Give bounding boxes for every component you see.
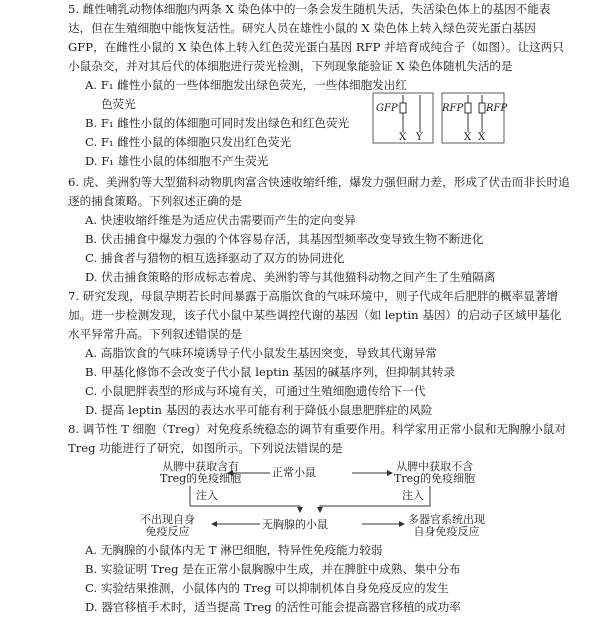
q8-option-c: C. 实验结果推测，小鼠体内的 Treg 可以抑制机体自身免疫反应的发生 bbox=[85, 581, 449, 595]
inject-left-label: 注入 bbox=[196, 489, 218, 502]
x-label: X bbox=[478, 132, 486, 143]
gfp-label: GFP bbox=[376, 103, 398, 114]
right-source-node bbox=[394, 461, 475, 484]
left-source-text: 从脾中获取含有 Treg的免疫细胞 bbox=[160, 460, 242, 485]
normal-mouse-node: 正常小鼠 bbox=[272, 466, 316, 479]
q7-option-b: B. 甲基化修饰不会改变子代小鼠 leptin 基因的碱基序列，但抑制其转录 bbox=[85, 365, 456, 379]
q8-stem-line: 8. 调节性 T 细胞（Treg）对免疫系统稳态的调节有重要作用。科学家用正常小鼠和无胸腺小鼠对 bbox=[68, 422, 566, 436]
q5-option-d: D. F₁ 雄性小鼠的体细胞不产生荧光 bbox=[85, 154, 269, 168]
q7-stem-line: 加。进一步检测发现，该子代小鼠中某些调控代谢的基因（如 leptin 基因）的启动子区域甲基化 bbox=[68, 308, 562, 322]
q6-option-b: B. 伏击捕食中爆发力强的个体容易存活，其基因型频率改变导致生物不断进化 bbox=[85, 232, 484, 246]
q7-stem-line: 7. 研究发现，母鼠孕期若长时间暴露于高脂饮食的气味环境中，则子代成年后肥胖的概率显著增 bbox=[68, 289, 559, 303]
q5-stem-line: 小鼠杂交，并对其后代的体细胞进行荧光检测，下列现象能验证 X 染色体随机失活的是 bbox=[68, 59, 513, 73]
right-outcome-node bbox=[408, 514, 485, 537]
q5-option-a-cont: 色荧光 bbox=[101, 97, 136, 111]
q6-stem-line: 逐的捕食策略。下列叙述正确的是 bbox=[68, 194, 242, 208]
y-label: Y bbox=[416, 132, 423, 143]
q8-stem-line: Treg 功能进行了研究，如图所示。下列说法错误的是 bbox=[68, 441, 343, 455]
q5-option-b: B. F₁ 雌性小鼠的体细胞可同时发出绿色和红色荧光 bbox=[85, 116, 350, 130]
chromosome-figure bbox=[372, 92, 506, 148]
q8-option-b: B. 实验证明 Treg 是在正常小鼠胸腺中生成，并在脾脏中成熟、集中分布 bbox=[85, 562, 461, 576]
left-source-node bbox=[160, 461, 241, 484]
inject-right-label: 注入 bbox=[402, 489, 424, 502]
rfp-gene-mark bbox=[479, 103, 485, 113]
q5-option-c: C. F₁ 雌性小鼠的体细胞只发出红色荧光 bbox=[85, 135, 292, 149]
arrow-left-inject bbox=[190, 506, 300, 512]
q6-option-d: D. 伏击捕食策略的形成标志着虎、美洲豹等与其他猫科动物之间产生了生殖隔离 bbox=[85, 270, 496, 284]
rfp-label: RFP bbox=[442, 103, 464, 114]
q6-option-a: A. 快速收缩纤维是为适应伏击需要而产生的定向变异 bbox=[85, 213, 356, 227]
right-source-text: 从脾中获取不含 Treg的免疫细胞 bbox=[394, 460, 476, 485]
q7-stem-line: 水平异常升高。下列叙述错误的是 bbox=[68, 327, 242, 341]
rfp-label: RFP bbox=[486, 103, 508, 114]
q5-stem-line: 达，但在生殖细胞中能恢复活性。研究人员在雄性小鼠的 X 染色体上转入绿色荧光蛋白基因 bbox=[68, 21, 536, 35]
q8-option-a: A. 无胸腺的小鼠体内无 T 淋巴细胞，特异性免疫能力较弱 bbox=[85, 543, 383, 557]
rfp-gene-mark bbox=[465, 103, 471, 113]
q5-stem-line: 5. 雌性哺乳动物体细胞内两条 X 染色体中的一条会发生随机失活，失活染色体上的基因不能表 bbox=[68, 2, 551, 16]
q7-option-c: C. 小鼠肥胖表型的形成与环境有关，可通过生殖细胞遗传给下一代 bbox=[85, 384, 426, 398]
athymic-mouse-node: 无胸腺的小鼠 bbox=[262, 518, 328, 531]
left-outcome-text: 不出现自身 免疫反应 bbox=[140, 513, 195, 538]
q6-option-c: C. 捕食者与猎物的相互选择驱动了双方的协同进化 bbox=[85, 251, 345, 265]
x-label: X bbox=[464, 132, 472, 143]
x-label: X bbox=[399, 132, 407, 143]
q8-option-d: D. 器官移植手术时，适当提高 Treg 的活性可能会提高器官移植的成功率 bbox=[85, 600, 461, 614]
q6-stem-line: 6. 虎、美洲豹等大型猫科动物肌肉富含快速收缩纤维，爆发力强但耐力差，形成了伏击而非长时追 bbox=[68, 175, 570, 189]
female-figure-frame bbox=[442, 93, 504, 143]
left-outcome-node bbox=[140, 514, 195, 537]
q5-stem-line: GFP，在雌性小鼠的 X 染色体上转入红色荧光蛋白基因 RFP 并培育成纯合子（如图）。让这两只 bbox=[68, 40, 564, 54]
right-outcome-text: 多器官系统出现 自身免疫反应 bbox=[408, 513, 485, 538]
q5-option-a: A. F₁ 雌性小鼠的一些体细胞发出绿色荧光，一些体细胞发出红 bbox=[85, 78, 407, 92]
q7-option-d: D. 提高 leptin 基因的表达水平可能有利于降低小鼠患肥胖症的风险 bbox=[85, 403, 433, 417]
gfp-gene-mark bbox=[400, 103, 406, 113]
q7-option-a: A. 高脂饮食的气味环境诱导子代小鼠发生基因突变，导致其代谢异常 bbox=[85, 346, 437, 360]
